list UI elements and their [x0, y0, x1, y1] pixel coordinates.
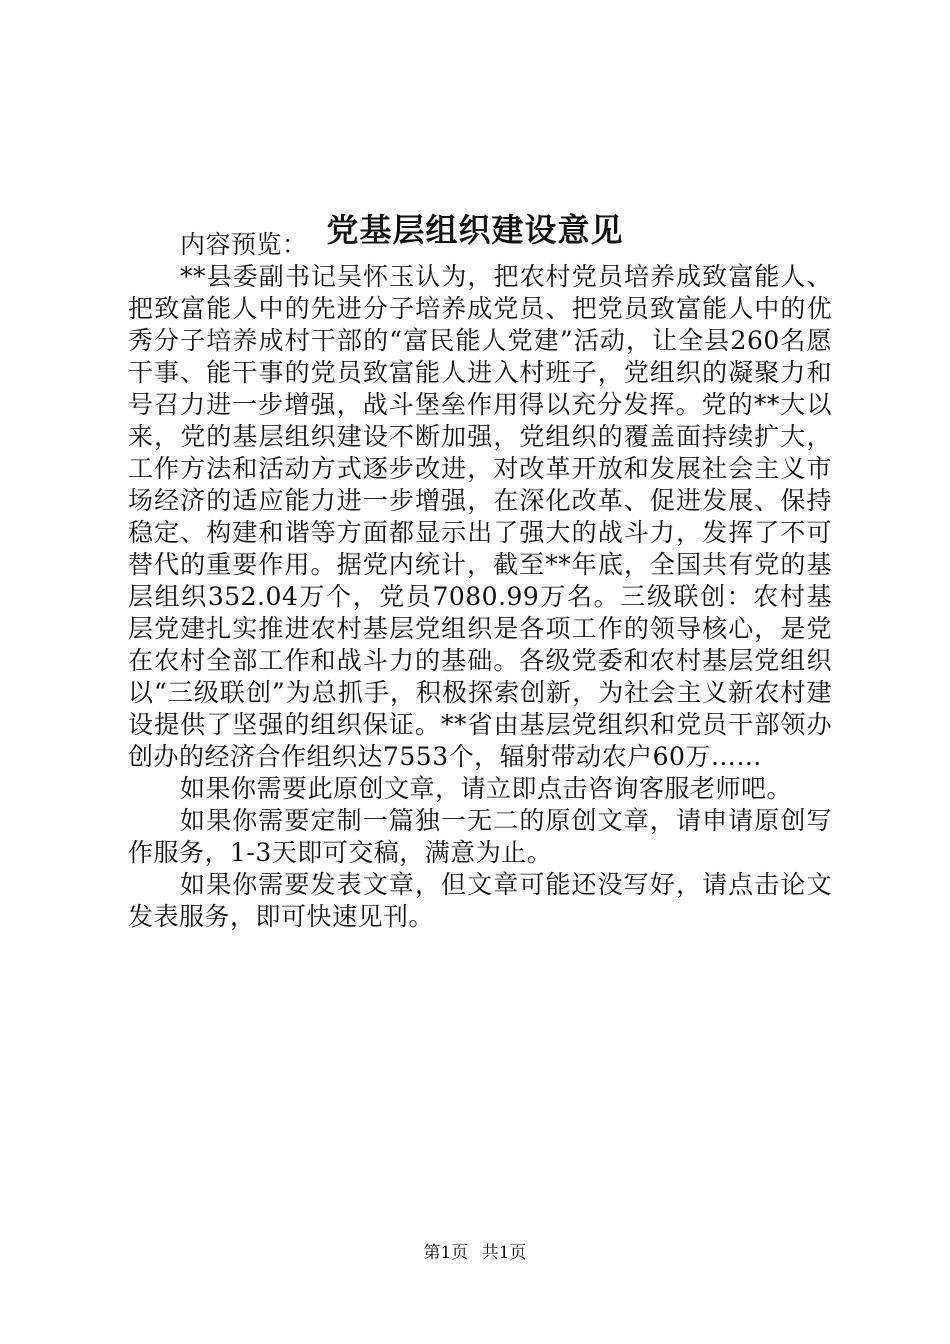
document-title: 党基层组织建设意见: [326, 211, 624, 250]
preview-label: 内容预览：: [180, 230, 308, 259]
page-footer: [0, 1240, 950, 1266]
page-total: 共1页: [481, 1243, 527, 1263]
document-body: [128, 229, 832, 933]
consult-paragraph: 如果你需要此原创文章，请立即点击咨询客服老师吧。: [180, 774, 793, 803]
page-number: 第1页: [423, 1243, 469, 1263]
custom-writing-paragraph: 如果你需要定制一篇独一无二的原创文章，请申请原创写作服务，1-3天即可交稿，满意为止。: [128, 806, 832, 867]
preview-paragraph: **县委副书记吴怀玉认为，把农村党员培养成致富能人、把致富能人中的先进分子培养成党员、把党员致富能人中的优秀分子培养成村干部的“富民能人党建”活动，让全县260名愿干事、能干事的党员致富能人进入村班子，党组织的凝聚力和号召力进一步增强，战斗堡垒作用得以充分发挥。党的**大以来，党的基层组织建设不断加强，党组织的覆盖面持续扩大，工作方法和活动方式逐步改进，对改革开放和发展社会主义市场经济的适应能力进一步增强，在深化改革、促进发展、保持稳定、构建和谐等方面都显示出了强大的战斗力，发挥了不可替代的重要作用。据党内统计，截至**年底，全国共有党的基层组织352.04万个，党员7080.99万名。三级联创：农村基层党建扎实推进农村基层党组织是各项工作的领导核心，是党在农村全部工作和战斗力的基础。各级党委和农村基层党组织以“三级联创”为总抓手，积极探索创新，为社会主义新农村建设提供了坚强的组织保证。**省由基层党组织和党员干部领办创办的经济合作组织达7553个，辐射带动农户60万……: [128, 262, 832, 771]
publish-paragraph: 如果你需要发表文章，但文章可能还没写好，请点击论文发表服务，即可快速见刊。: [128, 870, 832, 931]
